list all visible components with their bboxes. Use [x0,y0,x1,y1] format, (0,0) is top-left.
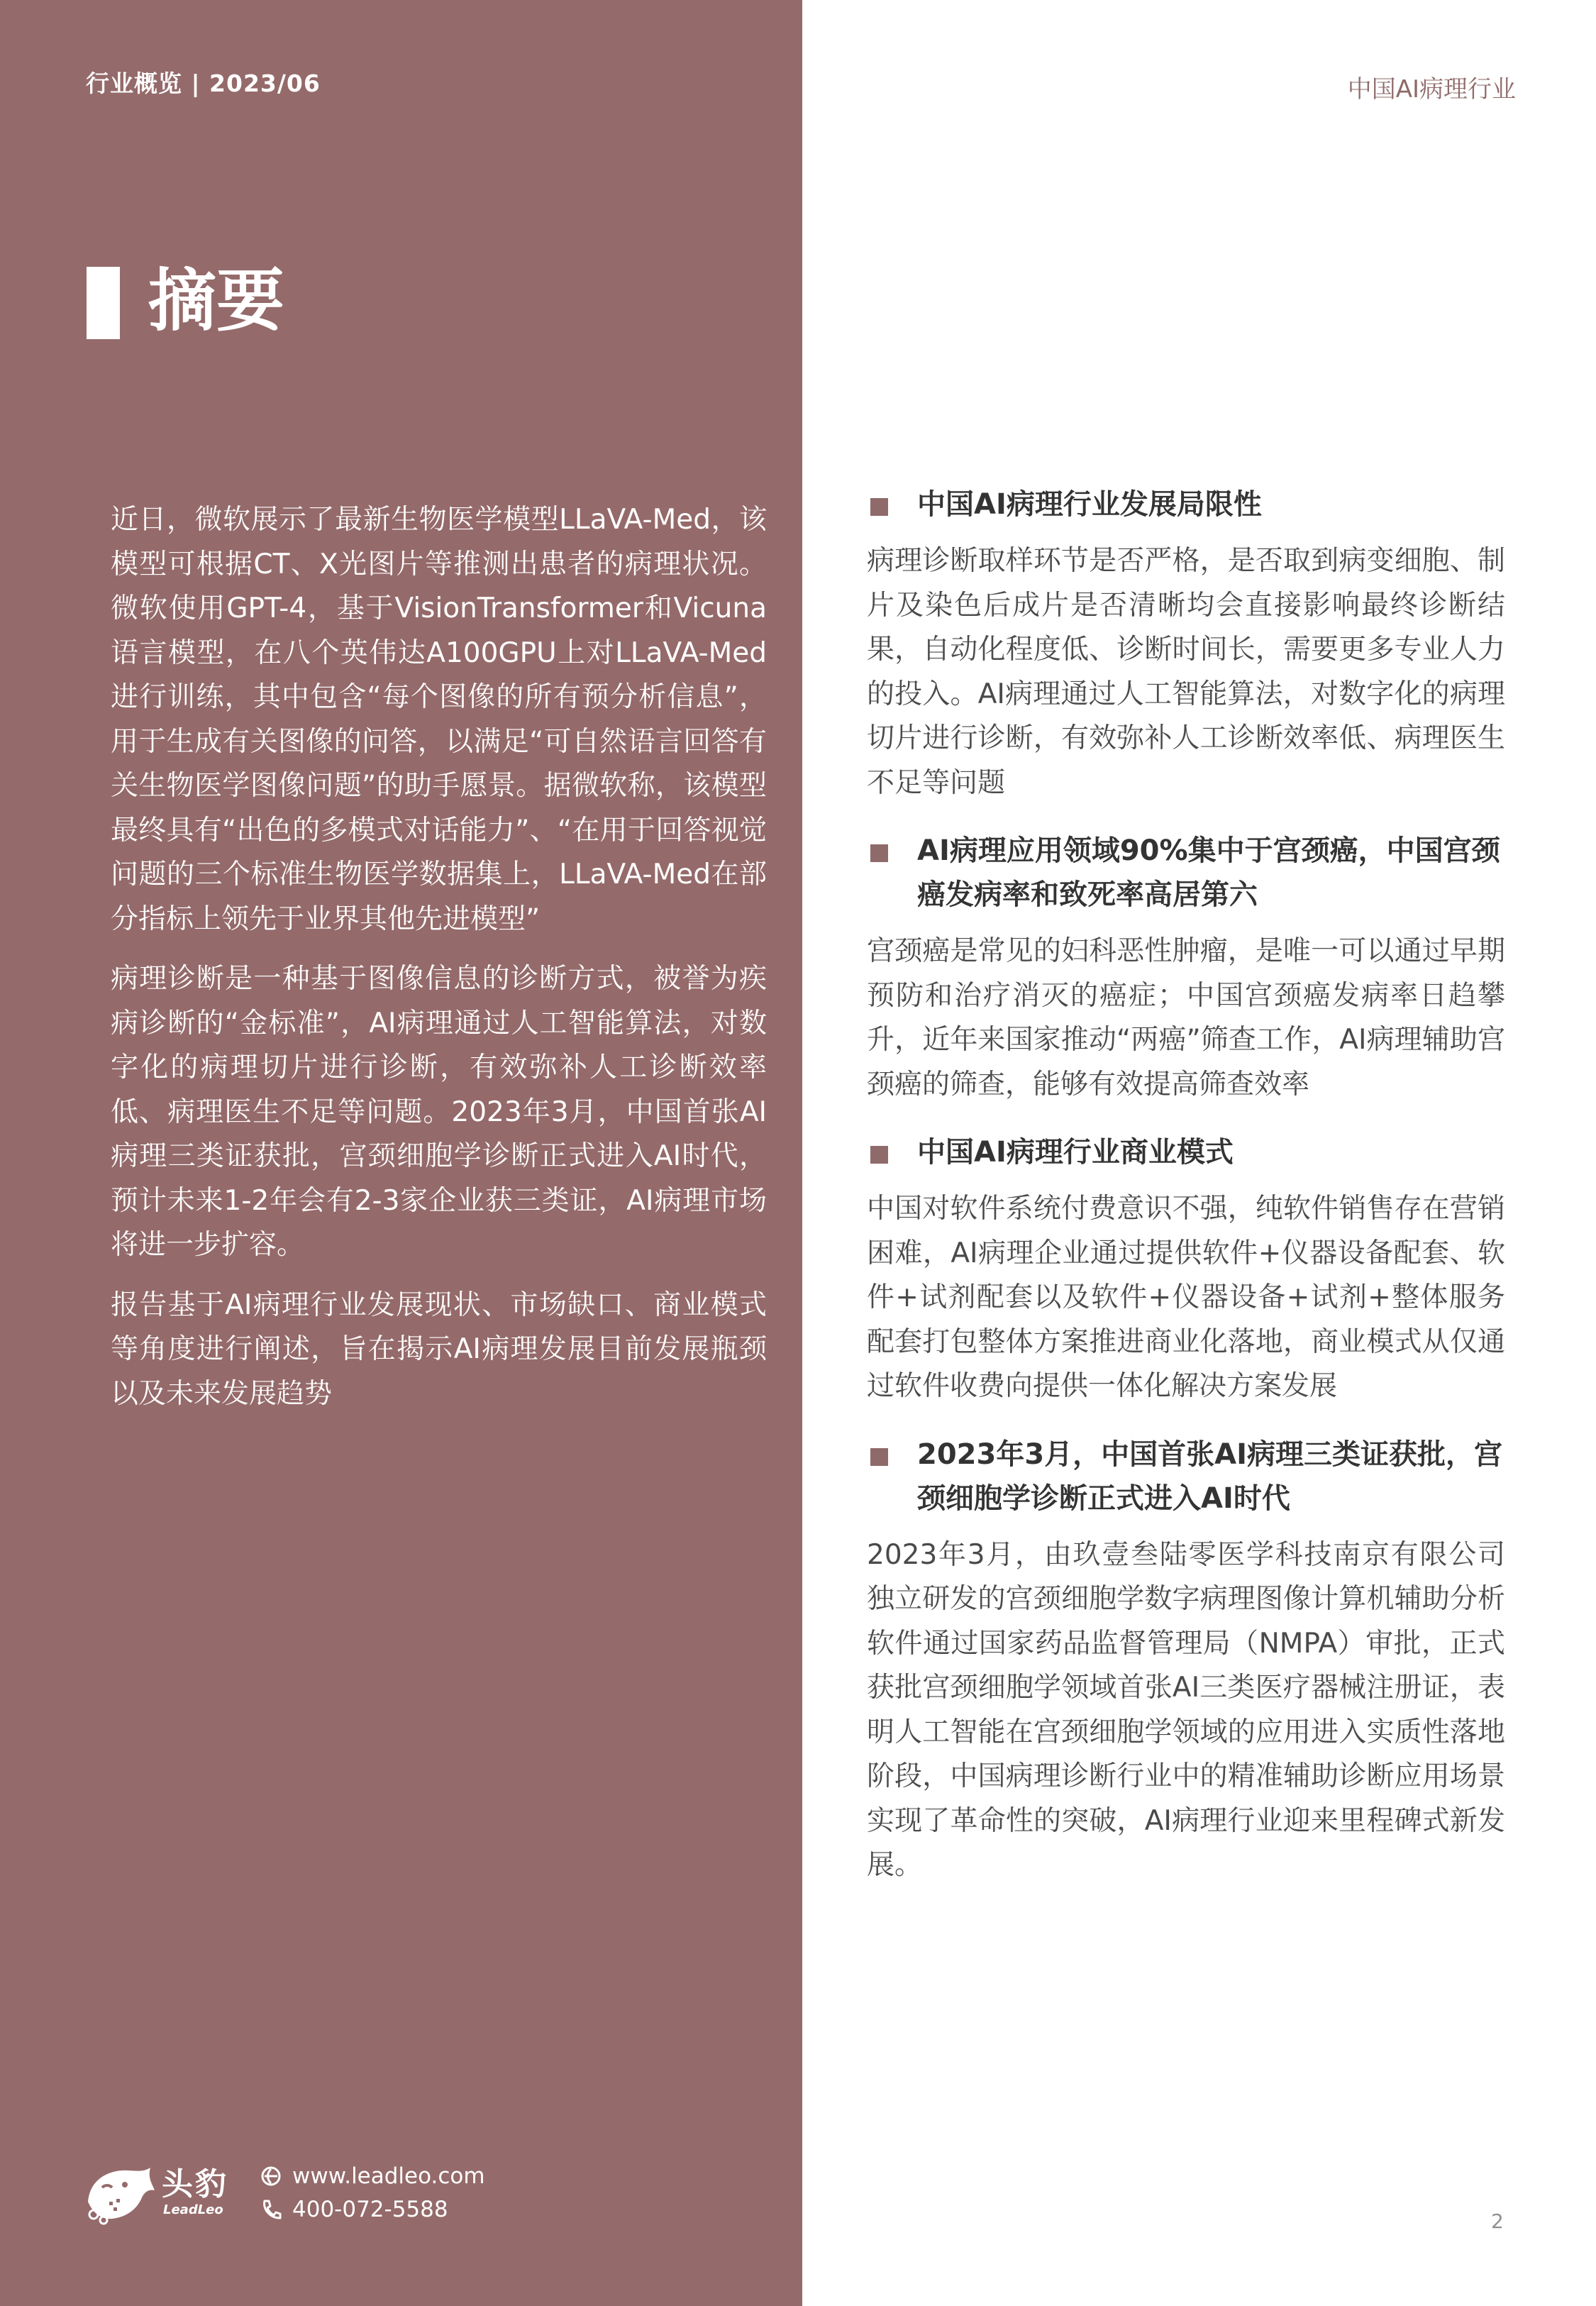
finding-heading [867,829,1505,917]
summary-paragraph: 报告基于AI病理行业发展现状、市场缺口、商业模式等角度进行阐述，旨在揭示AI病理发展目前发展瓶颈以及未来发展趋势 [111,1289,767,1410]
finding-heading-text: 2023年3月，中国首张AI病理三类证获批，宫颈细胞学诊断正式进入AI时代 [917,1438,1502,1515]
leopard-logo-icon [81,2159,157,2227]
finding-section [867,482,1505,805]
brand-name-en: LeadLeo [163,2202,223,2217]
finding-section [867,829,1505,1107]
phone-number: 400-072-5588 [292,2197,448,2222]
key-findings [867,482,1505,1911]
finding-body: 2023年3月，由玖壹叁陆零医学科技南京有限公司独立研发的宫颈细胞学数字病理图像计算机辅助分析软件通过国家药品监督管理局（NMPA）审批，正式获批宫颈细胞学领域首张AI三类医疗器械注册证，表明人工智能在宫颈细胞学领域的应用进入实质性落地阶段，中国病理诊断行业中的精准辅助诊断应用场景实现了革命性的突破，AI病理行业迎来里程碑式新发展。 [867,1538,1505,1881]
website-link[interactable]: www.leadleo.com [292,2163,485,2189]
report-topic: 中国AI病理行业 [1347,75,1516,104]
finding-body: 宫颈癌是常见的妇科恶性肿瘤，是唯一可以通过早期预防和治疗消灭的癌症；中国宫颈癌发病率日趋攀升，近年来国家推动“两癌”筛查工作，AI病理辅助宫颈癌的筛查，能够有效提高筛查效率 [867,935,1505,1100]
page-number: 2 [1491,2210,1504,2233]
finding-heading-text: 中国AI病理行业商业模式 [917,1136,1234,1169]
title-marker [87,267,120,339]
summary-paragraph: 近日，微软展示了最新生物医学模型LLaVA-Med，该模型可根据CT、X光图片等推测出患者的病理状况。微软使用GPT-4，基于VisionTransformer和Vicuna语言模型，在八个英伟达A100GPU上对LLaVA-Med进行训练，其中包含“每个图像的所有预分析信息”，用于生成有关图像的问答，以满足“可自然语言回答有关生物医学图像问题”的助手愿景。据微软称，该模型最终具有“出色的多模式对话能力”、“在用于回答视觉问题的三个标准生物医学数据集上，LLaVA-Med在部分指标上领先于业界其他先进模型” [111,504,767,935]
finding-section [867,1433,1505,1888]
finding-heading-text: 中国AI病理行业发展局限性 [917,488,1262,521]
website-row [258,2163,485,2189]
phone-icon [258,2197,284,2222]
square-bullet-icon [870,1448,888,1466]
finding-heading-text: AI病理应用领域90%集中于宫颈癌，中国宫颈癌发病率和致死率高居第六 [917,834,1500,911]
square-bullet-icon [870,1146,888,1164]
finding-heading [867,1130,1505,1174]
finding-body: 中国对软件系统付费意识不强，纯软件销售存在营销困难，AI病理企业通过提供软件+仪器设备配套、软件+试剂配套以及软件+仪器设备+试剂+整体服务配套打包整体方案推进商业化落地，商业模式从仅通过软件收费向提供一体化解决方案发展 [867,1193,1505,1402]
finding-body: 病理诊断取样环节是否严格，是否取到病变细胞、制片及染色后成片是否清晰均会直接影响最终诊断结果，自动化程度低、诊断时间长，需要更多专业人力的投入。AI病理通过人工智能算法，对数字化的病理切片进行诊断，有效弥补人工诊断效率低、病理医生不足等问题 [867,545,1505,799]
page-title: 摘要 [148,261,284,341]
finding-heading [867,482,1505,526]
square-bullet-icon [870,498,888,516]
finding-section [867,1130,1505,1409]
finding-heading [867,1433,1505,1521]
phone-row [258,2197,448,2222]
summary-text [111,498,767,1432]
brand-name-cn: 头豹 [162,2166,228,2202]
square-bullet-icon [870,844,888,862]
summary-paragraph: 病理诊断是一种基于图像信息的诊断方式，被誉为疾病诊断的“金标准”，AI病理通过人工智能算法，对数字化的病理切片进行诊断，有效弥补人工诊断效率低、病理医生不足等问题。2023年3月，中国首张AI病理三类证获批，宫颈细胞学诊断正式进入AI时代，预计未来1-2年会有2-3家企业获三类证，AI病理市场将进一步扩容。 [111,963,767,1261]
report-type-date: 行业概览 | 2023/06 [86,70,321,97]
web-icon [258,2163,284,2189]
